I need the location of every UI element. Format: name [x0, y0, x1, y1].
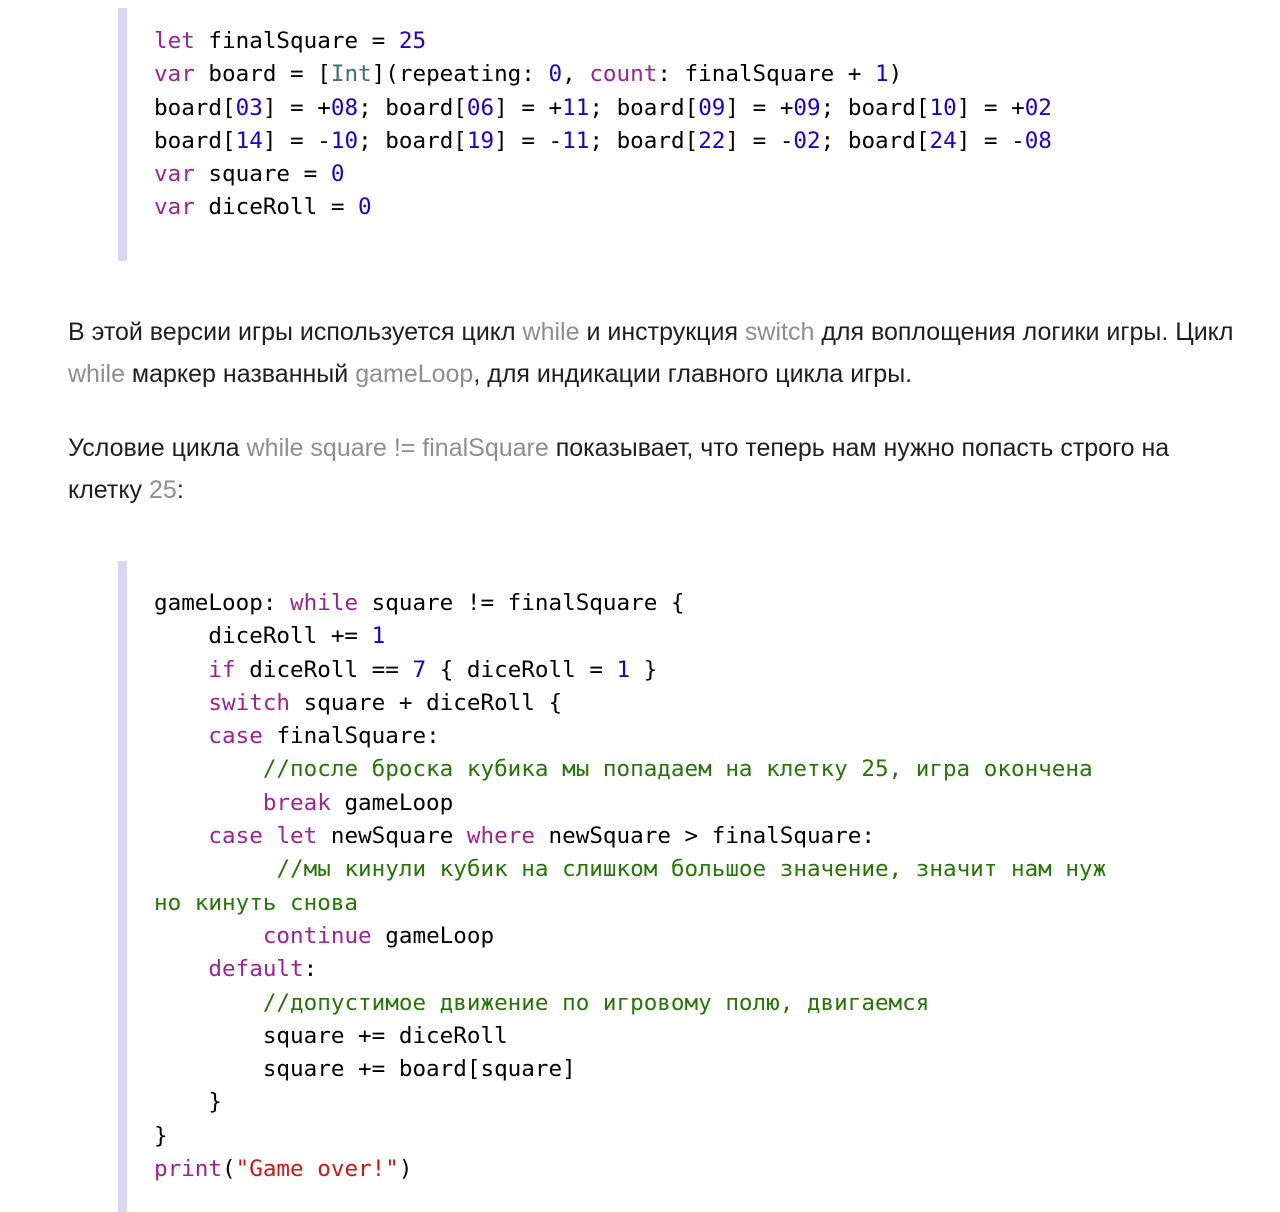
code-line: switch square + diceRoll { [208, 689, 563, 716]
inline-code: gameLoop [355, 360, 474, 388]
inline-code: while [522, 318, 580, 346]
code-block-board-setup [118, 8, 1258, 261]
code-line [154, 753, 1106, 786]
body-paragraph: В этой версии игры используется цикл while и инструкция switch для воплощения логики игры. Цикл while маркер названный gameLoop, для индикации главного цикла игры. [68, 318, 1234, 388]
inline-code: while [68, 360, 125, 388]
inline-code: 25 [149, 476, 177, 504]
code-line [154, 887, 1106, 920]
code-line: var board = [Int](repeating: 0, count: finalSquare + 1) [154, 61, 903, 88]
inline-code: while square != finalSquare [246, 434, 549, 462]
code-line: case finalSquare: [208, 723, 440, 750]
code-line: print("Game over!") [154, 1156, 413, 1183]
code-line: square += board[square] [154, 1056, 576, 1083]
code-line: } [154, 1089, 223, 1116]
code-line: case let newSquare where newSquare > finalSquare: [208, 823, 875, 850]
code-line: diceRoll += 1 [154, 623, 386, 650]
code-line: board[03] = +08; board[06] = +11; board[09] = +09; board[10] = +02 [154, 94, 1052, 121]
code-line: gameLoop: while square != finalSquare { [154, 590, 685, 616]
code-listing [154, 587, 1106, 1186]
code-line: break gameLoop [262, 789, 454, 816]
code-line: if diceRoll == 7 { diceRoll = 1 } [208, 656, 658, 683]
code-comment: //после броска кубика мы попадаем на клетку 25, игра окончена [262, 756, 1093, 783]
code-line: let finalSquare = 25 [154, 28, 427, 54]
code-line: } [154, 1122, 168, 1149]
code-listing [154, 25, 1052, 225]
code-comment: но кинуть снова [154, 889, 359, 916]
code-line: continue gameLoop [262, 922, 495, 949]
code-comment: //мы кинули кубик на слишком большое значение, значит нам нуж [276, 856, 1107, 883]
code-line: default: [208, 956, 318, 983]
code-line: board[14] = -10; board[19] = -11; board[22] = -02; board[24] = -08 [154, 127, 1052, 154]
code-block-game-loop [118, 561, 1258, 1212]
body-paragraph: Условие цикла while square != finalSquare показывает, что теперь нам нужно попасть строго на клетку 25: [68, 434, 1170, 504]
inline-code: switch [744, 318, 815, 346]
code-line: square += diceRoll [154, 1022, 508, 1049]
code-line [154, 987, 1106, 1020]
code-comment: //допустимое движение по игровому полю, двигаемся [262, 989, 930, 1016]
code-line [154, 853, 1106, 886]
code-line: var square = 0 [154, 161, 345, 188]
code-line: var diceRoll = 0 [154, 194, 372, 221]
